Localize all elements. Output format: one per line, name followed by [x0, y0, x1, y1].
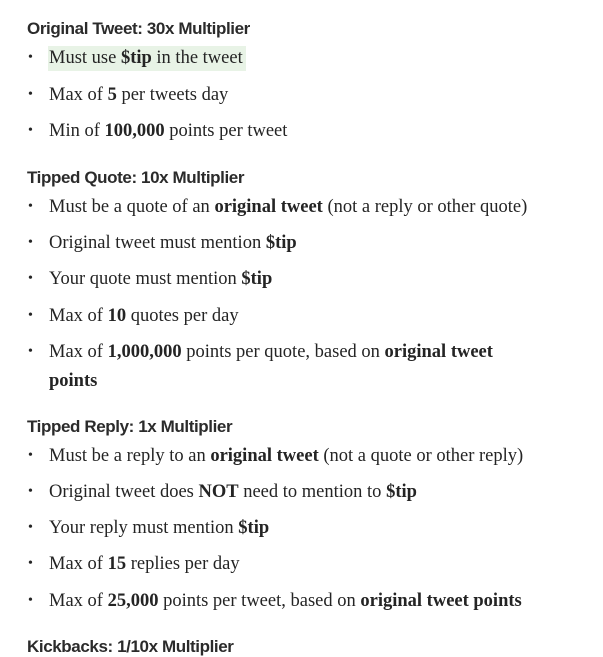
- list-item: • Original tweet must mention $tip: [49, 229, 594, 257]
- list-item: • Your quote must mention $tip: [49, 265, 594, 293]
- bullet-icon: •: [28, 199, 33, 214]
- list-item: • Must be a quote of an original tweet (not a reply or other quote): [49, 193, 594, 221]
- bullet-icon: •: [28, 308, 33, 323]
- bullet-icon: •: [28, 50, 33, 65]
- highlighted-text: Must use $tip in the tweet: [48, 46, 246, 71]
- bullet-icon: •: [28, 556, 33, 571]
- list-item: • Max of 5 per tweets day: [49, 81, 594, 109]
- bullet-icon: •: [28, 448, 33, 463]
- bullet-icon: •: [28, 271, 33, 286]
- list-item: • Original tweet does NOT need to mention to $tip: [49, 478, 594, 506]
- section-heading-kickbacks: Kickbacks: 1/10x Multiplier: [27, 637, 234, 656]
- section-heading-tipped-reply: Tipped Reply: 1x Multiplier: [27, 417, 233, 436]
- bullet-icon: •: [28, 344, 33, 359]
- list-item: • Max of 15 replies per day: [49, 550, 594, 578]
- section-heading-original-tweet: Original Tweet: 30x Multiplier: [27, 19, 250, 38]
- list-item: • Must be a reply to an original tweet (not a quote or other reply): [49, 442, 594, 470]
- list-item: • Max of 10 quotes per day: [49, 302, 594, 330]
- bullet-icon: •: [28, 87, 33, 102]
- bullet-icon: •: [28, 593, 33, 608]
- list-item: • Max of 1,000,000 points per quote, based on original tweet points: [49, 338, 539, 395]
- bullet-icon: •: [28, 484, 33, 499]
- bullet-icon: •: [28, 520, 33, 535]
- bullet-icon: •: [28, 123, 33, 138]
- list-item: • Min of 100,000 points per tweet: [49, 117, 594, 145]
- list-item: • Your reply must mention $tip: [49, 514, 594, 542]
- bullet-icon: •: [28, 235, 33, 250]
- list-item: [28, 44, 594, 72]
- list-item: • Max of 25,000 points per tweet, based on original tweet points: [49, 587, 594, 615]
- section-heading-tipped-quote: Tipped Quote: 10x Multiplier: [27, 168, 245, 187]
